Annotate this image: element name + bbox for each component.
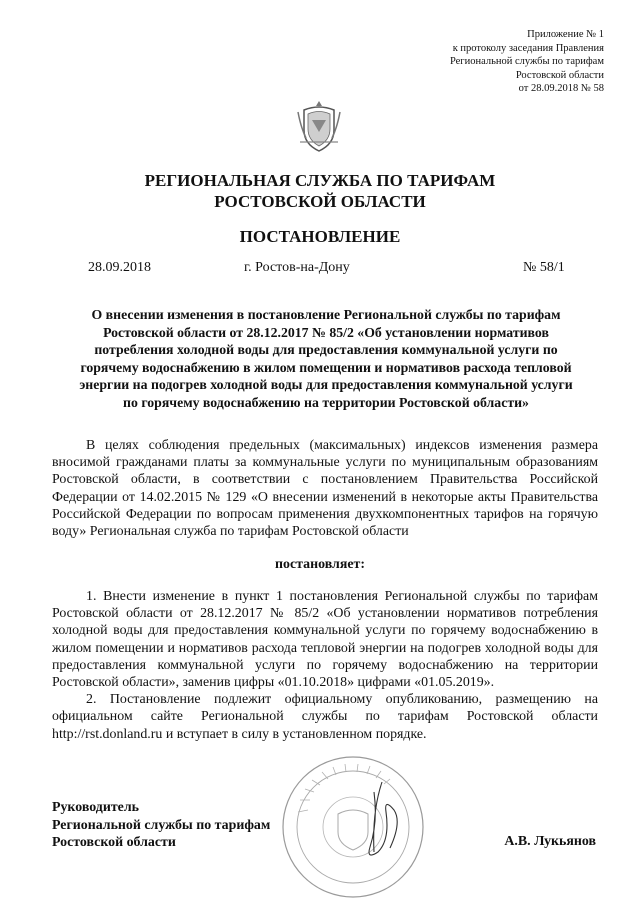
title-line: О внесении изменения в постановление Региональной службы по тарифам bbox=[91, 307, 561, 322]
preamble-paragraph: В целях соблюдения предельных (максимальных) индексов изменения размера вносимой гражданами платы за коммунальные услуги по муниципальным образованиям Ростовской области, в соответствии с постановлением Правительства Российской Федерации от 14.02.2015 № 129 «О внесении изменений в некоторые акты Правительства Российской Федерации по вопросам применения двухкомпонентных тарифов на горячую воду» Региональная служба по тарифам Ростовской области bbox=[52, 438, 598, 540]
items-block bbox=[52, 588, 598, 743]
document-title bbox=[64, 306, 588, 411]
document-type: ПОСТАНОВЛЕНИЕ bbox=[239, 227, 401, 246]
coat-of-arms-icon bbox=[294, 98, 344, 154]
title-line: по горячему водоснабжению на территории Ростовской области» bbox=[123, 394, 529, 410]
document-number: № 58/1 bbox=[523, 260, 565, 275]
preamble-block bbox=[52, 437, 598, 540]
item-2-paragraph: 2. Постановление подлежит официальному опубликованию, размещению на официальном сайте Региональной службы по тарифам Ростовской области http://rst.donland.ru и вступает в силу в установленном порядке. bbox=[52, 692, 598, 742]
position-line: Руководитель bbox=[52, 800, 139, 815]
signatory-position bbox=[52, 799, 270, 852]
title-line: горячему водоснабжению в жилом помещении и нормативов расхода тепловой bbox=[80, 359, 572, 375]
annex-line: Региональной службы по тарифам bbox=[449, 56, 604, 68]
official-seal-icon bbox=[278, 752, 428, 902]
annex-line: Ростовской области bbox=[515, 69, 604, 81]
document-date: 28.09.2018 bbox=[88, 260, 151, 275]
title-line: потребления холодной воды для предоставления коммунальной услуги по bbox=[94, 342, 558, 357]
document-place: г. Ростов-на-Дону bbox=[244, 260, 350, 275]
title-line: энергии на подогрев холодной воды для предоставления коммунальной услуги bbox=[79, 377, 573, 392]
org-line-1: РЕГИОНАЛЬНАЯ СЛУЖБА ПО ТАРИФАМ bbox=[144, 171, 496, 190]
signatory-name: А.В. Лукьянов bbox=[504, 834, 596, 849]
annex-line: Приложение № 1 bbox=[527, 29, 604, 40]
annex-note bbox=[344, 28, 604, 96]
organization-name bbox=[0, 170, 640, 212]
annex-line: к протоколу заседания Правления bbox=[452, 42, 604, 54]
position-line: Ростовской области bbox=[52, 835, 176, 850]
annex-line: от 28.09.2018 № 58 bbox=[518, 83, 604, 95]
org-line-2: РОСТОВСКОЙ ОБЛАСТИ bbox=[214, 192, 426, 211]
title-line: Ростовской области от 28.12.2017 № 85/2 «Об установлении нормативов bbox=[103, 324, 549, 340]
decree-word: постановляет: bbox=[275, 557, 365, 572]
item-1-paragraph: 1. Внести изменение в пункт 1 постановления Региональной службы по тарифам Ростовской области от 28.12.2017 № 85/2 «Об установлении нормативов потребления холодной воды для предоставления коммунальной услуги по горячему водоснабжению в жилом помещении и нормативов расхода тепловой энергии на подогрев холодной воды для предоставления коммунальной услуги по горячему водоснабжению на территории Ростовской области», заменив цифры «01.10.2018» цифрами «01.05.2019». bbox=[52, 589, 598, 691]
position-line: Региональной службы по тарифам bbox=[52, 817, 271, 833]
